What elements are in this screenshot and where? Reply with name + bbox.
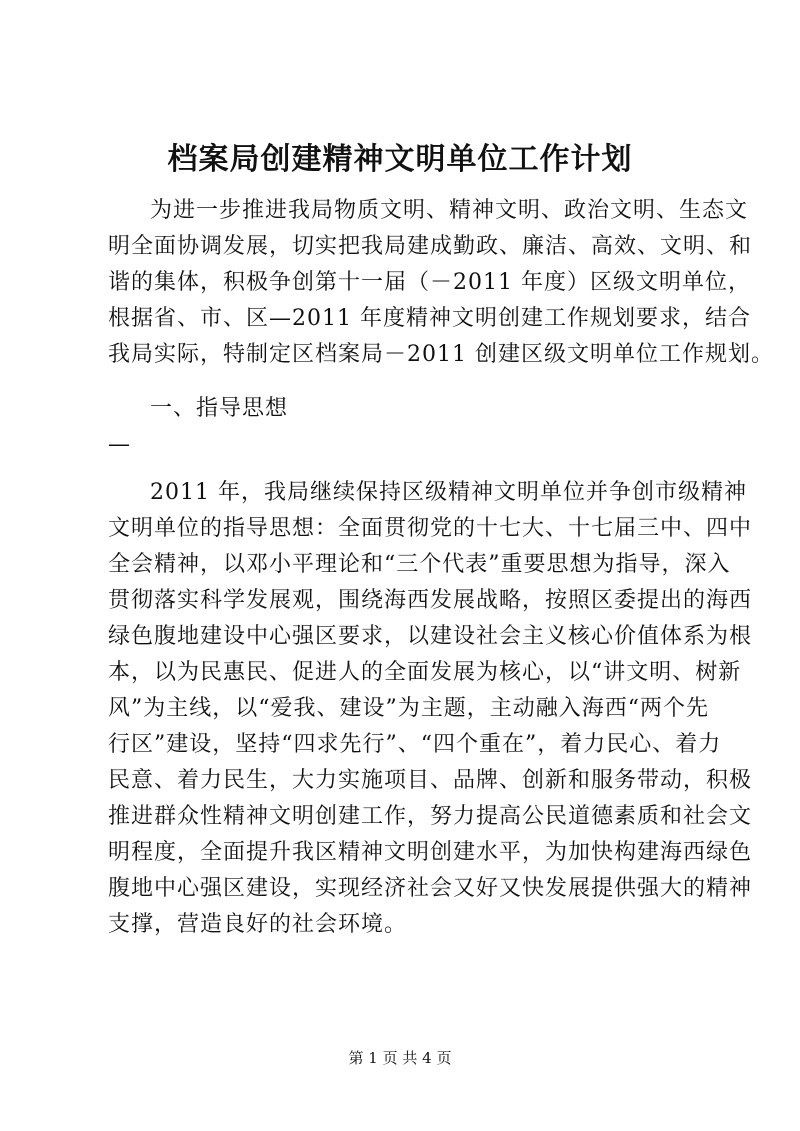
paragraph2-line: 本，以为民惠民、促进人的全面发展为核心，以“讲文明、树新 <box>108 660 742 685</box>
paragraph2-line: 腹地中心强区建设，实现经济社会又好又快发展提供强大的精神 <box>108 876 753 901</box>
paragraph1-line: 我局实际，特制定区档案局－2011 创建区级文明单位工作规划。 <box>108 342 774 367</box>
paragraph2-line: 绿色腹地建设中心强区要求，以建设社会主义核心价值体系为根 <box>108 624 753 649</box>
paragraph2-line: 支撑，营造良好的社会环境。 <box>108 912 408 937</box>
paragraph1-line: 根据省、市、区—2011 年度精神文明创建工作规划要求，结合 <box>108 306 751 331</box>
paragraph2-line: 贯彻落实科学发展观，围绕海西发展战略，按照区委提出的海西 <box>108 588 753 613</box>
paragraph1-line: 明全面协调发展，切实把我局建成勤政、廉洁、高效、文明、和 <box>108 234 753 259</box>
section-heading: 一、指导思想 <box>150 396 289 421</box>
paragraph2-line: 行区”建设，坚持“四求先行”、“四个重在”，着力民心、着力 <box>108 732 722 757</box>
paragraph2-line: 民意、着力民生，大力实施项目、品牌、创新和服务带动，积极 <box>108 768 753 793</box>
dash-line: — <box>108 432 131 457</box>
paragraph1-line: 谐的集体，积极争创第十一届（－2011 年度）区级文明单位， <box>108 270 751 295</box>
page-number-footer: 第 1 页 共 4 页 <box>348 1049 452 1067</box>
document-title: 档案局创建精神文明单位工作计划 <box>167 142 633 177</box>
paragraph2-line: 推进群众性精神文明创建工作，努力提高公民道德素质和社会文 <box>108 804 753 829</box>
paragraph2-line: 2011 年，我局继续保持区级精神文明单位并争创市级精神 <box>150 480 747 505</box>
paragraph2-line: 全会精神，以邓小平理论和“三个代表”重要思想为指导，深入 <box>108 552 731 577</box>
paragraph2-line: 风”为主线，以“爱我、建设”为主题，主动融入海西“两个先 <box>108 696 709 721</box>
paragraph1-line: 为进一步推进我局物质文明、精神文明、政治文明、生态文 <box>150 198 749 223</box>
paragraph2-line: 明程度，全面提升我区精神文明创建水平，为加快构建海西绿色 <box>108 840 753 865</box>
paragraph2-line: 文明单位的指导思想：全面贯彻党的十七大、十七届三中、四中 <box>108 516 753 541</box>
